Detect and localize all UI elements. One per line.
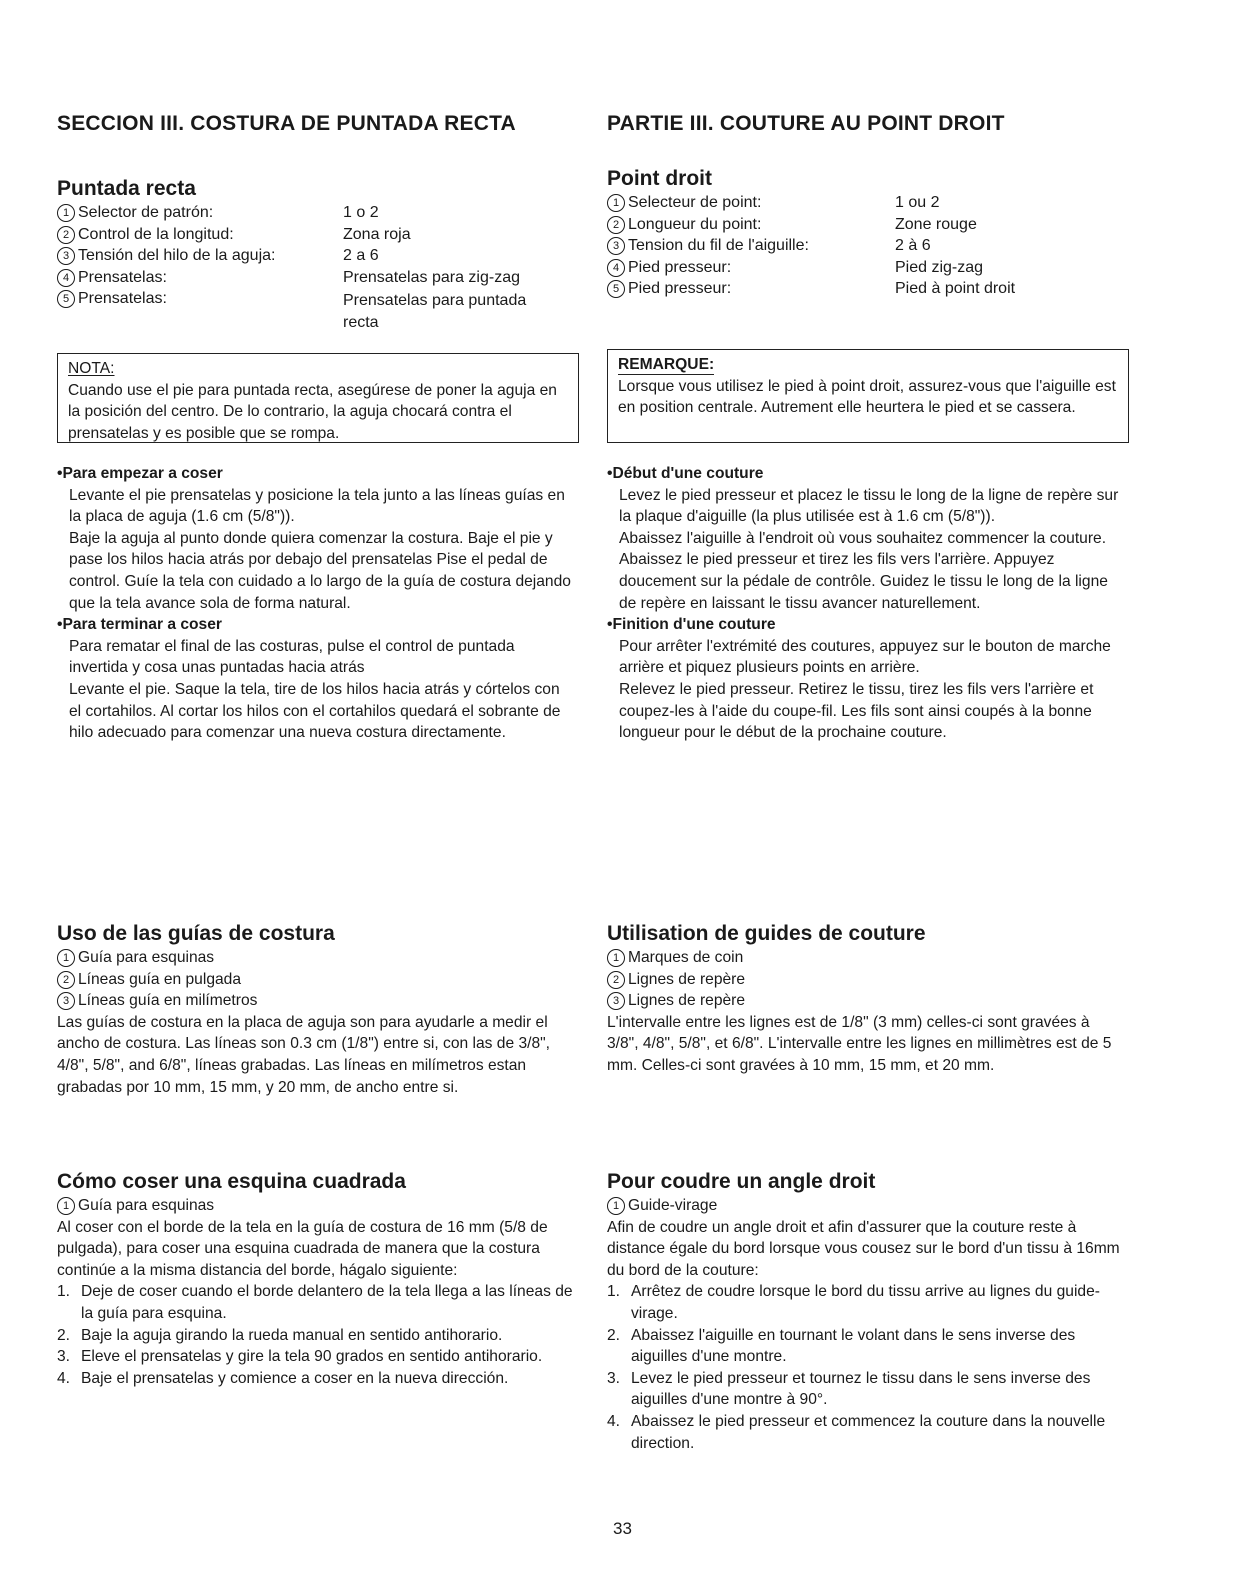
fr-corner-title: Pour coudre un angle droit [607,1170,876,1193]
fr-guides-item-label: Lignes de repère [628,992,746,1010]
es-corner-item-label: Guía para esquinas [78,1197,215,1214]
fr-corner-steps [607,1281,1132,1454]
es-finish-heading: • Para terminar a coser [57,614,572,636]
es-guides-item-label: Guía para esquinas [78,949,215,966]
step-number: 3. [57,1348,71,1366]
fr-straight-title: Point droit [607,167,712,190]
fr-guides-item [607,969,1122,991]
fr-corner-item-label: Guide-virage [628,1197,718,1214]
es-guides-section [57,921,567,1098]
circled-number-3: 3 [57,992,75,1010]
fr-spec-label: Pied presseur: [628,258,732,276]
es-spec-value: 2 a 6 [343,247,379,265]
step-text: Eleve el prensatelas y gire la tela 90 grados en sentido antihorario. [81,1348,543,1366]
fr-guides-title: Utilisation de guides de couture [607,922,926,945]
circled-number-4: 4 [57,269,75,287]
es-guides-item [57,969,567,991]
es-guides-item-label: Líneas guía en milímetros [78,992,258,1010]
list-item [607,1325,1132,1368]
list-item [57,1368,577,1390]
es-finish-p1: Para rematar el final de las costuras, pulse el control de puntada invertida y cosa unas puntadas hacia atrás [69,637,515,677]
es-spec-row [57,290,577,333]
fr-spec-label: Selecteur de point: [628,194,762,211]
step-text: Baje la aguja girando la rueda manual en sentido antihorario. [81,1326,503,1344]
es-straight-title: Puntada recta [57,177,196,200]
fr-note-box [607,349,1129,443]
step-number: 1. [607,1283,621,1301]
es-guides-title: Uso de las guías de costura [57,922,335,945]
circled-number-3: 3 [607,237,625,255]
fr-spec-row [607,194,1132,216]
fr-finish-heading: • Finition d'une couture [607,614,1127,636]
fr-spec-value: Zone rouge [895,215,977,233]
fr-sewing-steps [607,463,1127,744]
es-spec-label: Selector de patrón: [78,204,214,221]
fr-guides-item-label: Marques de coin [628,949,744,966]
circled-number-1: 1 [57,204,75,222]
circled-number-2: 2 [57,971,75,989]
es-spec-row [57,226,577,248]
es-guides-text: Las guías de costura en la placa de aguja son para ayudarle a medir el ancho de costura. Las líneas son 0.3 cm (1/8") entre si, con las de 3/8", 4/8", 5/8", and 6/8", líneas grabadas. Las líneas en milímetros estan grabadas por 10 mm, 15 mm, y 20 mm, de ancho entre si. [57,1013,551,1096]
list-item [57,1346,577,1368]
fr-finish-p1: Pour arrêter l'extrémité des coutures, appuyez sur le bouton de marche arrière et piquez plusieurs points en arrière. [619,637,1111,677]
es-guides-item [57,990,567,1012]
step-number: 2. [607,1326,621,1344]
list-item [57,1281,577,1324]
circled-number-4: 4 [607,259,625,277]
es-start-p2: Baje la aguja al punto donde quiera comenzar la costura. Baje el pie y pase los hilos hacia atrás por debajo del prensatelas Pise el pedal de control. Guíe la tela con cuidado a lo largo de la guía de costura dejando que la tela avance sola de forma natural. [69,529,571,612]
circled-number-2: 2 [57,226,75,244]
list-item [57,1325,577,1347]
step-text: Abaissez l'aiguille en tournant le volant dans le sens inverse des aiguilles d'une montre. [631,1326,1076,1366]
step-number: 4. [57,1369,71,1387]
step-text: Levez le pied presseur et tournez le tissu dans le sens inverse des aiguilles d'une montre à 90°. [631,1369,1091,1409]
step-text: Baje el prensatelas y comience a coser en la nueva dirección. [81,1369,509,1387]
es-note-box [57,353,579,443]
fr-spec-row [607,237,1132,259]
fr-spec-value: Pied zig-zag [895,258,984,276]
es-finish-p2: Levante el pie. Saque la tela, tire de los hilos hacia atrás y córtelos con el cortahilos. Al cortar los hilos con el cortahilos quedará el sobrante de hilo adecuado para comenzar una nueva costura directamente. [69,680,561,742]
fr-guides-item-label: Lignes de repère [628,970,746,988]
fr-straight-section [607,166,1132,302]
es-guides-item [57,947,567,969]
step-text: Deje de coser cuando el borde delantero de la tela llega a las líneas de la guía para esquina. [81,1283,573,1322]
fr-corner-item [607,1195,1132,1217]
es-part-title: SECCION III. COSTURA DE PUNTADA RECTA [57,112,516,135]
list-item [607,1411,1132,1454]
es-spec-value: Prensatelas para puntada recta [343,292,527,331]
fr-part-title: PARTIE III. COUTURE AU POINT DROIT [607,112,1005,135]
es-spec-row [57,269,577,291]
circled-number-2: 2 [607,216,625,234]
circled-number-1: 1 [607,1197,625,1215]
list-item [607,1368,1132,1411]
circled-number-3: 3 [607,992,625,1010]
es-corner-intro: Al coser con el borde de la tela en la guía de costura de 16 mm (5/8 de pulgada), para coser una esquina cuadrada de manera que la costura continúe a la misma distancia del borde, hágalo siguiente: [57,1218,548,1279]
es-guides-item-label: Líneas guía en pulgada [78,970,242,988]
es-spec-label: Control de la longitud: [78,225,234,243]
es-note-label: NOTA: [68,360,115,377]
es-corner-section [57,1169,577,1389]
step-number: 1. [57,1283,71,1301]
circled-number-1: 1 [57,1197,75,1215]
step-number: 4. [607,1412,621,1430]
fr-spec-label: Longueur du point: [628,215,762,233]
fr-spec-row [607,259,1132,281]
es-corner-title: Cómo coser una esquina cuadrada [57,1170,406,1193]
circled-number-3: 3 [57,247,75,265]
es-spec-label: Prensatelas: [78,290,167,308]
fr-note-label: REMARQUE: [618,356,715,373]
fr-guides-section [607,921,1122,1077]
fr-start-heading: • Début d'une couture [607,463,1127,485]
list-item [607,1281,1132,1324]
fr-start-p1: Levez le pied presseur et placez le tissu le long de la ligne de repère sur la plaque d'aiguille (la plus utilisée est à 1.6 cm (5/8")). [619,486,1119,526]
fr-finish-p2: Relevez le pied presseur. Retirez le tissu, tirez les fils vers l'arrière et coupez-les à l'aide du coupe-fil. Les fils sont ainsi coupés à la bonne longueur pour le début de la prochaine couture. [619,680,1094,742]
step-text: Arrêtez de coudre lorsque le bord du tissu arrive au lignes du guide-virage. [631,1283,1100,1322]
es-start-heading: • Para empezar a coser [57,463,572,485]
es-spec-label: Tensión del hilo de la aguja: [78,247,276,265]
circled-number-5: 5 [57,290,75,308]
fr-spec-label: Pied presseur: [628,280,732,298]
step-number: 3. [607,1369,621,1387]
circled-number-5: 5 [607,280,625,298]
fr-spec-value: 1 ou 2 [895,194,940,211]
fr-guides-text: L'intervalle entre les lignes est de 1/8" (3 mm) celles-ci sont gravées à 3/8", 4/8", 5/8", et 6/8". L'intervalle entre les lignes en millimètres est de 5 mm. Celles-ci sont gravées à 10 mm, 15 mm, et 20 mm. [607,1013,1112,1074]
circled-number-1: 1 [607,194,625,212]
fr-spec-row [607,280,1132,302]
es-start-p1: Levante el pie prensatelas y posicione la tela junto a las líneas guías en la placa de aguja (1.6 cm (5/8")). [69,486,565,526]
es-spec-value: 1 o 2 [343,204,379,221]
fr-spec-label: Tension du fil de l'aiguille: [628,237,809,255]
fr-spec-value: 2 à 6 [895,237,931,255]
es-spec-value: Zona roja [343,225,411,243]
step-number: 2. [57,1326,71,1344]
fr-corner-intro: Afin de coudre un angle droit et afin d'assurer que la couture reste à distance égale du bord lorsque vous cousez sur le bord d'un tissu à 16mm du bord de la couture: [607,1218,1120,1279]
circled-number-2: 2 [607,971,625,989]
fr-spec-row [607,216,1132,238]
es-straight-section [57,176,577,333]
es-spec-row [57,247,577,269]
es-spec-value: Prensatelas para zig-zag [343,268,520,286]
es-note-text: Cuando use el pie para puntada recta, asegúrese de poner la aguja en la posición del centro. De lo contrario, la aguja chocará contra el prensatelas y es posible que se rompa. [68,381,557,442]
es-spec-label: Prensatelas: [78,268,167,286]
fr-guides-item [607,990,1122,1012]
fr-note-text: Lorsque vous utilisez le pied à point droit, assurez-vous que l'aiguille est en position centrale. Autrement elle heurtera le pied et se cassera. [618,377,1116,417]
es-corner-item [57,1195,577,1217]
fr-start-p2: Abaissez l'aiguille à l'endroit où vous souhaitez commencer la couture. Abaissez le pied presseur et tirez les fils vers l'arrière. Appuyez doucement sur la pédale de contrôle. Guidez le tissu le long de la ligne de repère en laissant le tissu avancer naturellement. [619,529,1108,612]
fr-guides-item [607,947,1122,969]
fr-spec-value: Pied à point droit [895,280,1016,298]
page-number: 33 [613,1519,632,1538]
circled-number-1: 1 [607,949,625,967]
fr-corner-section [607,1169,1132,1454]
es-corner-steps [57,1281,577,1389]
es-spec-row [57,204,577,226]
es-sewing-steps [57,463,572,744]
circled-number-1: 1 [57,949,75,967]
step-text: Abaissez le pied presseur et commencez la couture dans la nouvelle direction. [631,1412,1106,1452]
